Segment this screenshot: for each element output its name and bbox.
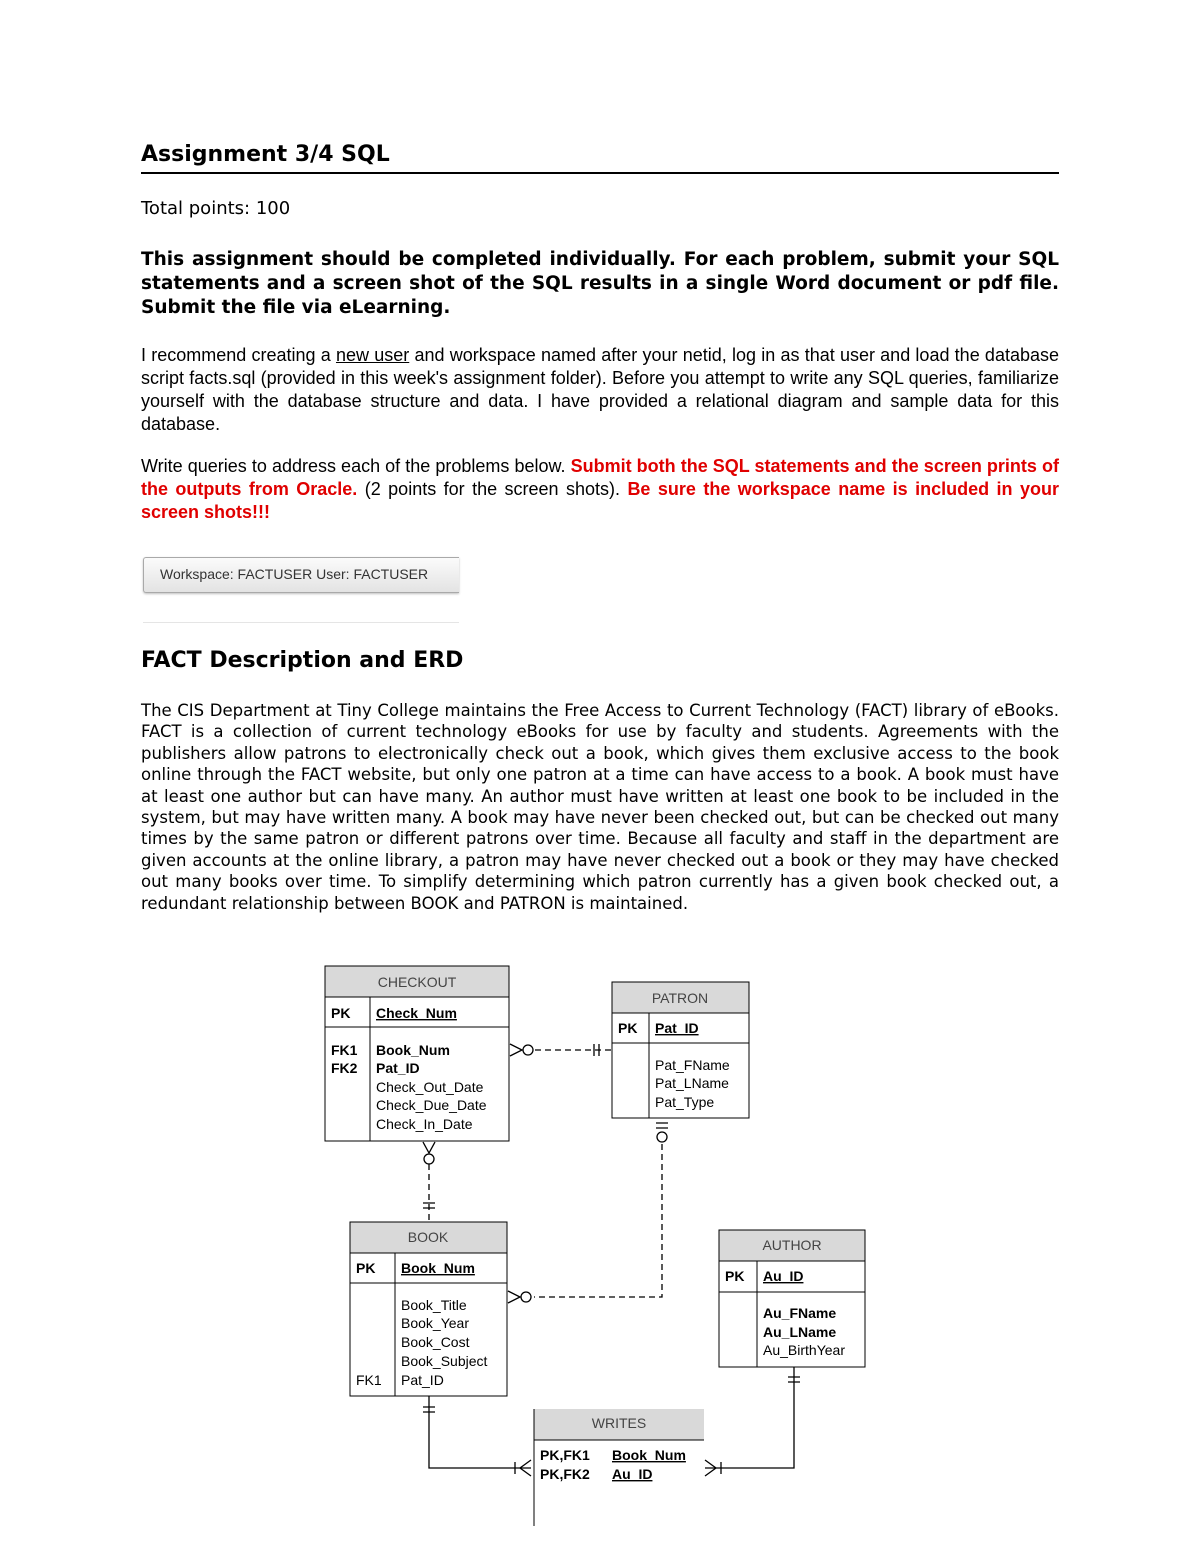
submission-instructions: This assignment should be completed individually. For each problem, submit your SQL statements and a screen shot of the SQL results in a single Word document or pdf file. Submit the file via eLearning.	[141, 249, 1059, 318]
patron-entity	[612, 982, 749, 1118]
patron-book-line	[534, 1144, 662, 1297]
crow-foot-book-patron	[508, 1291, 520, 1303]
writes-key2: PK,FK2	[540, 1466, 590, 1482]
author-field-fname: Au_FName	[763, 1305, 837, 1321]
book-pk-key: PK	[356, 1260, 376, 1276]
book-field-subject: Book_Subject	[401, 1353, 488, 1369]
checkout-field-in-date: Check_In_Date	[376, 1116, 473, 1132]
book-writes-line	[429, 1396, 531, 1468]
zero-marker-book-patron	[521, 1292, 531, 1302]
book-entity	[350, 1222, 507, 1396]
workspace-name-warning: Be sure the workspace name is included in your screen shots!!!	[141, 479, 1059, 522]
author-field-lname: Au_LName	[763, 1324, 837, 1340]
book-field-title: Book_Title	[401, 1297, 467, 1313]
writes-name: WRITES	[591, 1415, 647, 1431]
setup-text-end: and workspace named after your netid, log in as that user and load the database script facts.sql (provided in this week's assignment folder). Before you attempt to write any SQL queries, familiarize yourself with the database structure and data. I have provided a relational diagram and sample data for this database.	[141, 345, 1059, 434]
workspace-bar-text: Workspace: FACTUSER User: FACTUSER	[160, 566, 429, 582]
patron-pk-key: PK	[618, 1020, 638, 1036]
checkout-field-due-date: Check_Due_Date	[376, 1097, 487, 1113]
book-fk1: FK1	[356, 1372, 382, 1388]
total-points: Total points: 100	[141, 198, 291, 219]
writes-field-book-num: Book_Num	[612, 1447, 686, 1463]
book-name: BOOK	[407, 1229, 449, 1245]
checkout-name: CHECKOUT	[377, 974, 457, 990]
author-pk-key: PK	[725, 1268, 745, 1284]
patron-pk-field: Pat_ID	[655, 1020, 699, 1036]
crow-foot-checkout-book	[423, 1142, 435, 1153]
writes-entity	[534, 1409, 704, 1526]
writes-key1: PK,FK1	[540, 1447, 590, 1463]
author-name: AUTHOR	[762, 1237, 822, 1253]
author-entity	[719, 1230, 865, 1367]
author-field-birthyear: Au_BirthYear	[763, 1342, 845, 1358]
checkout-field-out-date: Check_Out_Date	[376, 1079, 484, 1095]
screenshot-points: (2 points for the screen shots).	[357, 479, 628, 499]
new-user-link[interactable]: new user	[335, 345, 410, 365]
crow-foot-checkout	[510, 1044, 522, 1056]
query-text-start: Write queries to address each of the problems below.	[141, 456, 571, 476]
author-writes-line	[705, 1367, 794, 1468]
zero-marker-checkout	[523, 1045, 533, 1055]
checkout-pk-key: PK	[331, 1005, 351, 1021]
book-pk-field: Book_Num	[401, 1260, 475, 1276]
author-pk-field: Au_ID	[763, 1268, 804, 1284]
one-marker-patron-bottom	[656, 1123, 668, 1128]
zero-marker-checkout-book	[424, 1154, 434, 1164]
checkout-pk-field: Check_Num	[376, 1005, 457, 1021]
writes-field-au-id: Au_ID	[612, 1466, 653, 1482]
checkout-field-book-num: Book_Num	[376, 1042, 450, 1058]
fact-description: The CIS Department at Tiny College maintains the Free Access to Current Technology (FACT) library of eBooks. FACT is a collection of current technology eBooks for use by faculty and students. Agreements with the publishers allow patrons to electronically check out a book, which gives them exclusive access to the book online through the FACT website, but only one patron at a time can have access to a book. A book must have at least one author but can have many. An author must have written at least one book to be included in the system, but may have written many. A book may have never been checked out, but can be checked out many times by the same patron or different patrons over time. Because all faculty and staff in the department are given accounts at the online library, a patron may have never checked out a book or they may have checked out many books over time. To simplify determining which patron currently has a given book checked out, a redundant relationship between BOOK and PATRON is maintained.	[141, 701, 1059, 913]
patron-field-type: Pat_Type	[655, 1094, 715, 1110]
document-title: Assignment 3/4 SQL	[141, 142, 390, 167]
patron-name: PATRON	[651, 990, 709, 1006]
section-heading: FACT Description and ERD	[141, 648, 464, 673]
book-field-pat-id: Pat_ID	[401, 1372, 444, 1388]
patron-field-lname: Pat_LName	[655, 1075, 729, 1091]
book-field-cost: Book_Cost	[401, 1334, 470, 1350]
patron-field-fname: Pat_FName	[655, 1057, 730, 1073]
setup-text-start: I recommend creating a	[141, 345, 336, 365]
zero-marker-patron-bottom	[657, 1132, 667, 1142]
checkout-entity	[325, 966, 509, 1141]
submit-both-warning: Submit both the SQL statements and the screen prints of the outputs from Oracle.	[141, 456, 1059, 499]
book-field-year: Book_Year	[401, 1315, 469, 1331]
checkout-fk2: FK2	[331, 1060, 358, 1076]
checkout-fk1: FK1	[331, 1042, 358, 1058]
checkout-field-pat-id: Pat_ID	[376, 1060, 420, 1076]
